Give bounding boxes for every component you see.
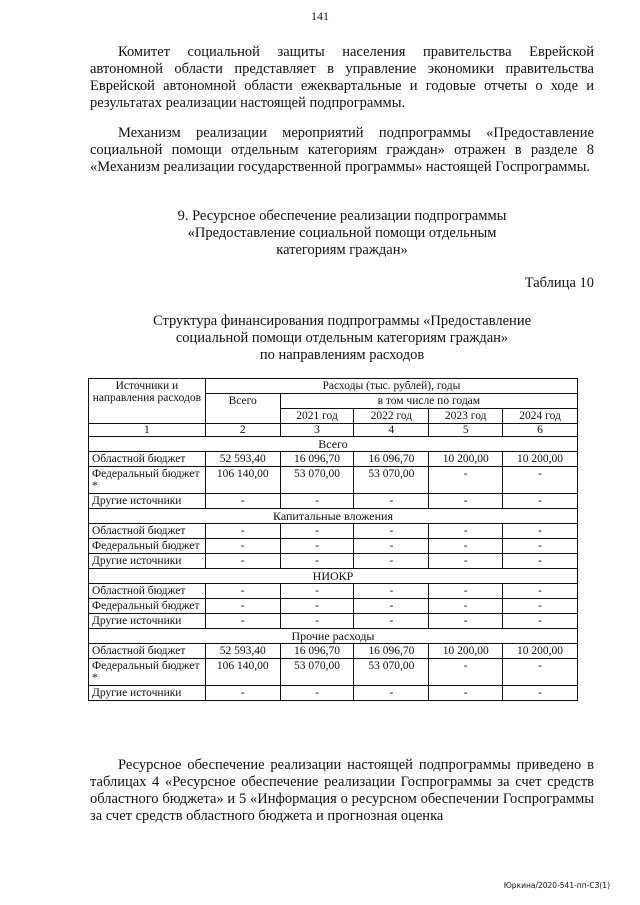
table-row	[89, 614, 578, 629]
section-title: Прочие расходы	[89, 629, 578, 644]
col-number: 2	[205, 424, 280, 437]
paragraph-resources: Ресурсное обеспечение реализации настоящей подпрограммы приведено в таблицах 4 «Ресурсное обеспечение реализации Госпрограммы за счет средств областного бюджета» и 5 «Информация о ресурсном обеспечении Госпрограммы за счет средств областного бюджета и прогнозная оценка	[90, 757, 594, 824]
cell-source: Областной бюджет	[89, 524, 206, 539]
cell-2022: -	[354, 599, 429, 614]
cell-2022: 53 070,00	[354, 659, 429, 686]
cell-source: Другие источники	[89, 686, 206, 701]
section-heading	[90, 208, 594, 259]
cell-2024: -	[503, 539, 578, 554]
cell-2022: 53 070,00	[354, 467, 429, 494]
section-heading-line2: «Предоставление социальной помощи отдельным	[187, 225, 497, 241]
section-title: НИОКР	[89, 569, 578, 584]
section-heading-line1: 9. Ресурсное обеспечение реализации подпрограммы	[177, 208, 507, 224]
section-title: Капитальные вложения	[89, 509, 578, 524]
cell-2024: 10 200,00	[503, 452, 578, 467]
table-row	[89, 494, 578, 509]
header-year-2023: 2023 год	[429, 409, 503, 424]
table-row	[89, 524, 578, 539]
cell-2024: -	[503, 599, 578, 614]
cell-total: -	[205, 539, 280, 554]
table-caption-line2: социальной помощи отдельным категориям граждан»	[175, 330, 509, 346]
cell-2023: -	[429, 467, 503, 494]
cell-source: Федеральный бюджет *	[89, 467, 206, 494]
cell-2021: -	[280, 614, 354, 629]
cell-2021: -	[280, 599, 354, 614]
cell-2021: -	[280, 524, 354, 539]
cell-2022: -	[354, 584, 429, 599]
col-number: 6	[503, 424, 578, 437]
table-row	[89, 539, 578, 554]
table-caption-line1: Структура финансирования подпрограммы «Предоставление	[152, 313, 532, 329]
table-label: Таблица 10	[524, 275, 594, 291]
cell-2021: 53 070,00	[280, 659, 354, 686]
cell-2024: -	[503, 584, 578, 599]
cell-total: 52 593,40	[205, 452, 280, 467]
cell-2024: -	[503, 614, 578, 629]
cell-2024: -	[503, 686, 578, 701]
header-including: в том числе по годам	[280, 394, 577, 409]
cell-source: Федеральный бюджет *	[89, 659, 206, 686]
cell-source: Федеральный бюджет	[89, 599, 206, 614]
cell-source: Федеральный бюджет	[89, 539, 206, 554]
table-row	[89, 584, 578, 599]
section-heading-line3: категориям граждан»	[276, 242, 408, 258]
cell-2024: -	[503, 467, 578, 494]
cell-source: Областной бюджет	[89, 452, 206, 467]
cell-2023: -	[429, 599, 503, 614]
section-row	[89, 509, 578, 524]
cell-total: -	[205, 554, 280, 569]
cell-2024: -	[503, 524, 578, 539]
col-number: 1	[89, 424, 206, 437]
table-caption-line3: по направлениям расходов	[259, 347, 425, 363]
cell-total: -	[205, 599, 280, 614]
header-sources: Источники и направления расходов	[89, 379, 206, 424]
cell-total: 106 140,00	[205, 659, 280, 686]
cell-source: Другие источники	[89, 614, 206, 629]
cell-source: Областной бюджет	[89, 584, 206, 599]
cell-2021: 16 096,70	[280, 452, 354, 467]
table-row	[89, 686, 578, 701]
cell-2023: 10 200,00	[429, 644, 503, 659]
header-expenses: Расходы (тыс. рублей), годы	[205, 379, 577, 394]
section-row	[89, 569, 578, 584]
cell-total: -	[205, 686, 280, 701]
table-row	[89, 452, 578, 467]
cell-source: Областной бюджет	[89, 644, 206, 659]
col-number: 5	[429, 424, 503, 437]
table-row	[89, 554, 578, 569]
cell-2021: -	[280, 584, 354, 599]
cell-2021: -	[280, 686, 354, 701]
cell-source: Другие источники	[89, 494, 206, 509]
col-number: 4	[354, 424, 429, 437]
cell-2023: -	[429, 686, 503, 701]
table-row	[89, 659, 578, 686]
cell-2021: 53 070,00	[280, 467, 354, 494]
cell-2023: -	[429, 659, 503, 686]
section-title: Всего	[89, 437, 578, 452]
cell-2022: -	[354, 554, 429, 569]
header-year-2022: 2022 год	[354, 409, 429, 424]
cell-2022: 16 096,70	[354, 452, 429, 467]
cell-2022: -	[354, 539, 429, 554]
cell-total: -	[205, 524, 280, 539]
cell-2023: -	[429, 494, 503, 509]
cell-total: 106 140,00	[205, 467, 280, 494]
cell-total: -	[205, 494, 280, 509]
cell-2022: 16 096,70	[354, 644, 429, 659]
cell-2023: -	[429, 524, 503, 539]
section-row	[89, 437, 578, 452]
cell-2021: -	[280, 539, 354, 554]
financing-table	[88, 378, 578, 701]
cell-2021: -	[280, 494, 354, 509]
cell-source: Другие источники	[89, 554, 206, 569]
cell-2022: -	[354, 686, 429, 701]
table-row	[89, 467, 578, 494]
header-year-2021: 2021 год	[280, 409, 354, 424]
cell-2024: -	[503, 494, 578, 509]
cell-2023: 10 200,00	[429, 452, 503, 467]
cell-2022: -	[354, 524, 429, 539]
paragraph-reporting: Комитет социальной защиты населения правительства Еврейской автономной области представляет в управление экономики правительства Еврейской автономной области ежеквартальные и годовые отчеты о ходе и результатах реализации настоящей подпрограммы.	[90, 44, 594, 111]
cell-2022: -	[354, 614, 429, 629]
cell-2024: 10 200,00	[503, 644, 578, 659]
page-number: 141	[311, 9, 329, 23]
cell-2021: 16 096,70	[280, 644, 354, 659]
table-row	[89, 599, 578, 614]
cell-total: -	[205, 614, 280, 629]
cell-total: -	[205, 584, 280, 599]
header-year-2024: 2024 год	[503, 409, 578, 424]
header-total: Всего	[205, 394, 280, 424]
cell-2023: -	[429, 554, 503, 569]
footer-doc-id: Юркина/2020-541-пп-СЗ(1)	[503, 881, 610, 890]
cell-2023: -	[429, 584, 503, 599]
table-caption	[90, 313, 594, 364]
cell-2023: -	[429, 614, 503, 629]
cell-2021: -	[280, 554, 354, 569]
paragraph-mechanism: Механизм реализации мероприятий подпрограммы «Предоставление социальной помощи отдельным категориям граждан» отражен в разделе 8 «Механизм реализации государственной программы» настоящей Госпрограммы.	[90, 125, 594, 175]
cell-2024: -	[503, 554, 578, 569]
cell-total: 52 593,40	[205, 644, 280, 659]
col-number: 3	[280, 424, 354, 437]
cell-2024: -	[503, 659, 578, 686]
cell-2023: -	[429, 539, 503, 554]
section-row	[89, 629, 578, 644]
cell-2022: -	[354, 494, 429, 509]
table-row	[89, 644, 578, 659]
